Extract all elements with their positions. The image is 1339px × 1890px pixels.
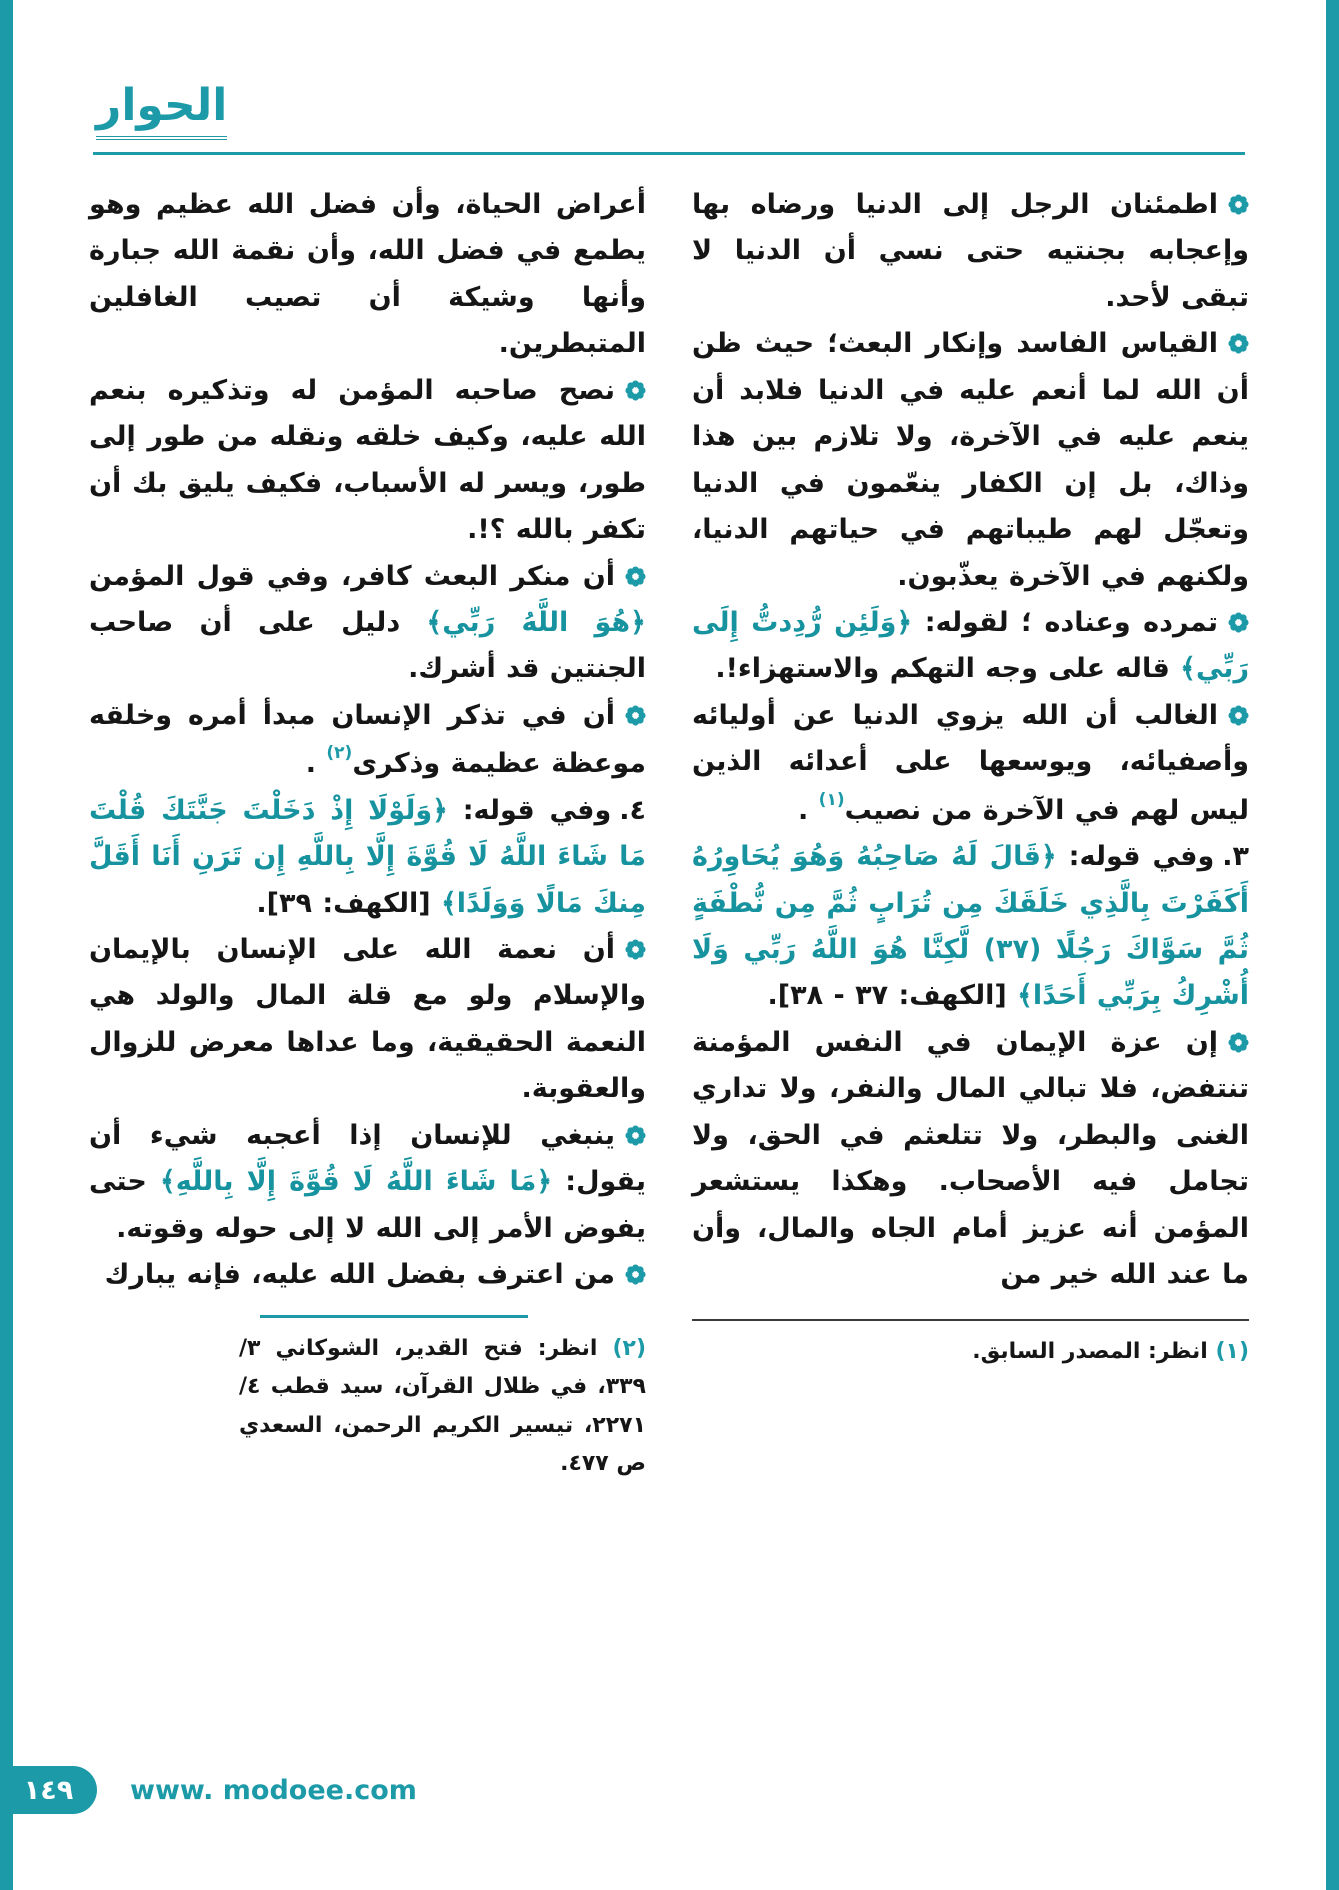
surah-reference: [الكهف: ٣٧ - ٣٨].: [767, 980, 1018, 1012]
bullet-paragraph: [692, 321, 1249, 600]
paragraph-text: القياس الفاسد وإنكار البعث؛ حيث ظن أن الله لما أنعم عليه في الدنيا فلابد أن ينعم عليه في الآخرة، ولا تلازم بين هذا وذاك، بل إن الكفار ينعّمون في الدنيا وتعجّل لهم طيباتهم في حياتهم الدنيا، ولكنهم في الآخرة يعذّبون.: [692, 328, 1249, 592]
bullet-paragraph: [89, 1252, 646, 1298]
left-column: [89, 182, 646, 1484]
flower-bullet-icon: [1228, 1032, 1249, 1053]
footnote: [89, 1330, 646, 1484]
paragraph-text: أن نعمة الله على الإنسان بالإيمان والإسلام ولو مع قلة المال والولد هي النعمة الحقيقية، وما عداها معرض للزوال والعقوبة.: [89, 934, 646, 1105]
bullet-paragraph: [692, 182, 1249, 321]
footnote-ref: (١): [818, 789, 845, 810]
continuation-paragraph: [89, 182, 646, 368]
paragraph-text: أعراض الحياة، وأن فضل الله عظيم وهو يطمع في فضل الله، وأن نقمة الله جبارة وأنها وشيكة أن تصيب الغافلين المتبطرين.: [89, 189, 646, 360]
flower-bullet-icon: [1228, 194, 1249, 215]
flower-bullet-icon: [625, 380, 646, 401]
flower-bullet-icon: [625, 939, 646, 960]
quran-quote: ﴿وَلَئِن رُّدِدتُّ إِلَى رَبِّي﴾: [692, 606, 1249, 685]
numbered-paragraph: [89, 788, 646, 927]
item-number: ٣.: [1222, 841, 1249, 873]
bullet-paragraph: [89, 927, 646, 1113]
paragraph-text: .: [798, 794, 819, 826]
paragraph-text: ينبغي للإنسان إذا أعجبه شيء أن يقول:: [89, 1119, 647, 1198]
paragraph-text: قاله على وجه التهكم والاستهزاء!.: [715, 653, 1181, 685]
footnote-number: (٢): [612, 1335, 646, 1361]
footnote-separator: [260, 1315, 528, 1318]
paragraph-text: من اعترف بفضل الله عليه، فإنه يبارك: [104, 1259, 615, 1291]
header-rule: [93, 152, 1245, 155]
right-edge-bar: [1326, 0, 1339, 1890]
website-url: www. modoee.com: [130, 1775, 417, 1806]
page-number: ١٤٩: [23, 1774, 74, 1806]
paragraph-text: حتى يفوض الأمر إلى الله لا إلى حوله وقوته.: [89, 1166, 646, 1244]
flower-bullet-icon: [625, 1264, 646, 1285]
paragraph-text: وفي قوله:: [1056, 841, 1215, 873]
footnote-number: (١): [1215, 1338, 1249, 1364]
flower-bullet-icon: [625, 705, 646, 726]
paragraph-text: اطمئنان الرجل إلى الدنيا ورضاه بها وإعجابه بجنتيه حتى نسي أن الدنيا لا تبقى لأحد.: [692, 189, 1249, 313]
bullet-paragraph: [692, 600, 1249, 693]
footnote-text: انظر: فتح القدير، الشوكاني ٣/ ٣٣٩، في ظلال القرآن، سيد قطب ٤/ ٢٢٧١، تيسير الكريم الرحمن، السعدي ص ٤٧٧.: [239, 1335, 646, 1476]
page-content: [89, 182, 1249, 1484]
footnote: [692, 1333, 1249, 1372]
footnote-separator: [692, 1319, 1249, 1321]
bullet-paragraph: [692, 693, 1249, 834]
left-edge-bar: [0, 0, 13, 1890]
paragraph-text: أن منكر البعث كافر، وفي قول المؤمن: [89, 560, 615, 592]
footnote-text: انظر: المصدر السابق.: [972, 1338, 1208, 1364]
quran-quote: ﴿هُوَ اللَّهُ رَبِّي﴾: [426, 606, 646, 638]
item-number: ٤.: [619, 794, 646, 826]
numbered-paragraph: [692, 834, 1249, 1020]
quran-quote: ﴿مَا شَاءَ اللَّهُ لَا قُوَّةَ إِلَّا بِاللَّهِ﴾: [159, 1166, 553, 1198]
paragraph-text: وفي قوله:: [447, 794, 612, 826]
book-logo: الحوار: [96, 84, 227, 140]
quran-quote: ﴿وَلَوْلَا إِذْ دَخَلْتَ جَنَّتَكَ قُلْتَ مَا شَاءَ اللَّهُ لَا قُوَّةَ إِلَّا بِاللَّهِ إِن تَرَنِ أَنَا أَقَلَّ مِنكَ مَالًا وَوَلَدًا﴾: [89, 794, 646, 919]
quran-quote: ﴿قَالَ لَهُ صَاحِبُهُ وَهُوَ يُحَاوِرُهُ أَكَفَرْتَ بِالَّذِي خَلَقَكَ مِن تُرَابٍ ثُمَّ مِن نُّطْفَةٍ ثُمَّ سَوَّاكَ رَجُلًا (٣٧) لَّكِنَّا هُوَ اللَّهُ رَبِّي وَلَا أُشْرِكُ بِرَبِّي أَحَدًا﴾: [692, 841, 1249, 1012]
bullet-paragraph: [89, 554, 646, 693]
flower-bullet-icon: [1228, 333, 1249, 354]
paragraph-text: دليل على أن صاحب الجنتين قد أشرك.: [89, 606, 646, 685]
paragraph-text: تمرده وعناده ؛ لقوله:: [912, 606, 1218, 638]
paragraph-text: إن عزة الإيمان في النفس المؤمنة تنتفض، فلا تبالي المال والنفر، ولا تداري الغنى والبطر، ولا تتلعثم في الحق، ولا تجامل فيه الأصحاب. وهكذا يستشعر المؤمن أنه عزيز أمام الجاه والمال، وأن ما عند الله خير من: [692, 1026, 1249, 1291]
page-number-badge: [0, 1766, 97, 1814]
footnote-ref: (٢): [326, 743, 353, 764]
bullet-paragraph: [89, 1113, 646, 1252]
bullet-paragraph: [89, 693, 646, 788]
paragraph-text: أن في تذكر الإنسان مبدأ أمره وخلقه موعظة عظيمة وذكرى: [89, 699, 646, 780]
bullet-paragraph: [89, 368, 646, 554]
bullet-paragraph: [692, 1020, 1249, 1299]
surah-reference: [الكهف: ٣٩].: [256, 887, 441, 919]
paragraph-text: نصح صاحبه المؤمن له وتذكيره بنعم الله عليه، وكيف خلقه ونقله من طور إلى طور، ويسر له الأسباب، فكيف يليق بك أن تكفر بالله ؟!.: [89, 374, 646, 546]
paragraph-text: الغالب أن الله يزوي الدنيا عن أوليائه وأصفيائه، ويوسعها على أعدائه الذين ليس لهم في الآخرة من نصيب: [692, 699, 1249, 826]
paragraph-text: .: [305, 748, 327, 780]
flower-bullet-icon: [625, 1125, 646, 1146]
flower-bullet-icon: [1228, 705, 1249, 726]
flower-bullet-icon: [1228, 612, 1249, 633]
flower-bullet-icon: [625, 566, 646, 587]
right-column: [692, 182, 1249, 1484]
